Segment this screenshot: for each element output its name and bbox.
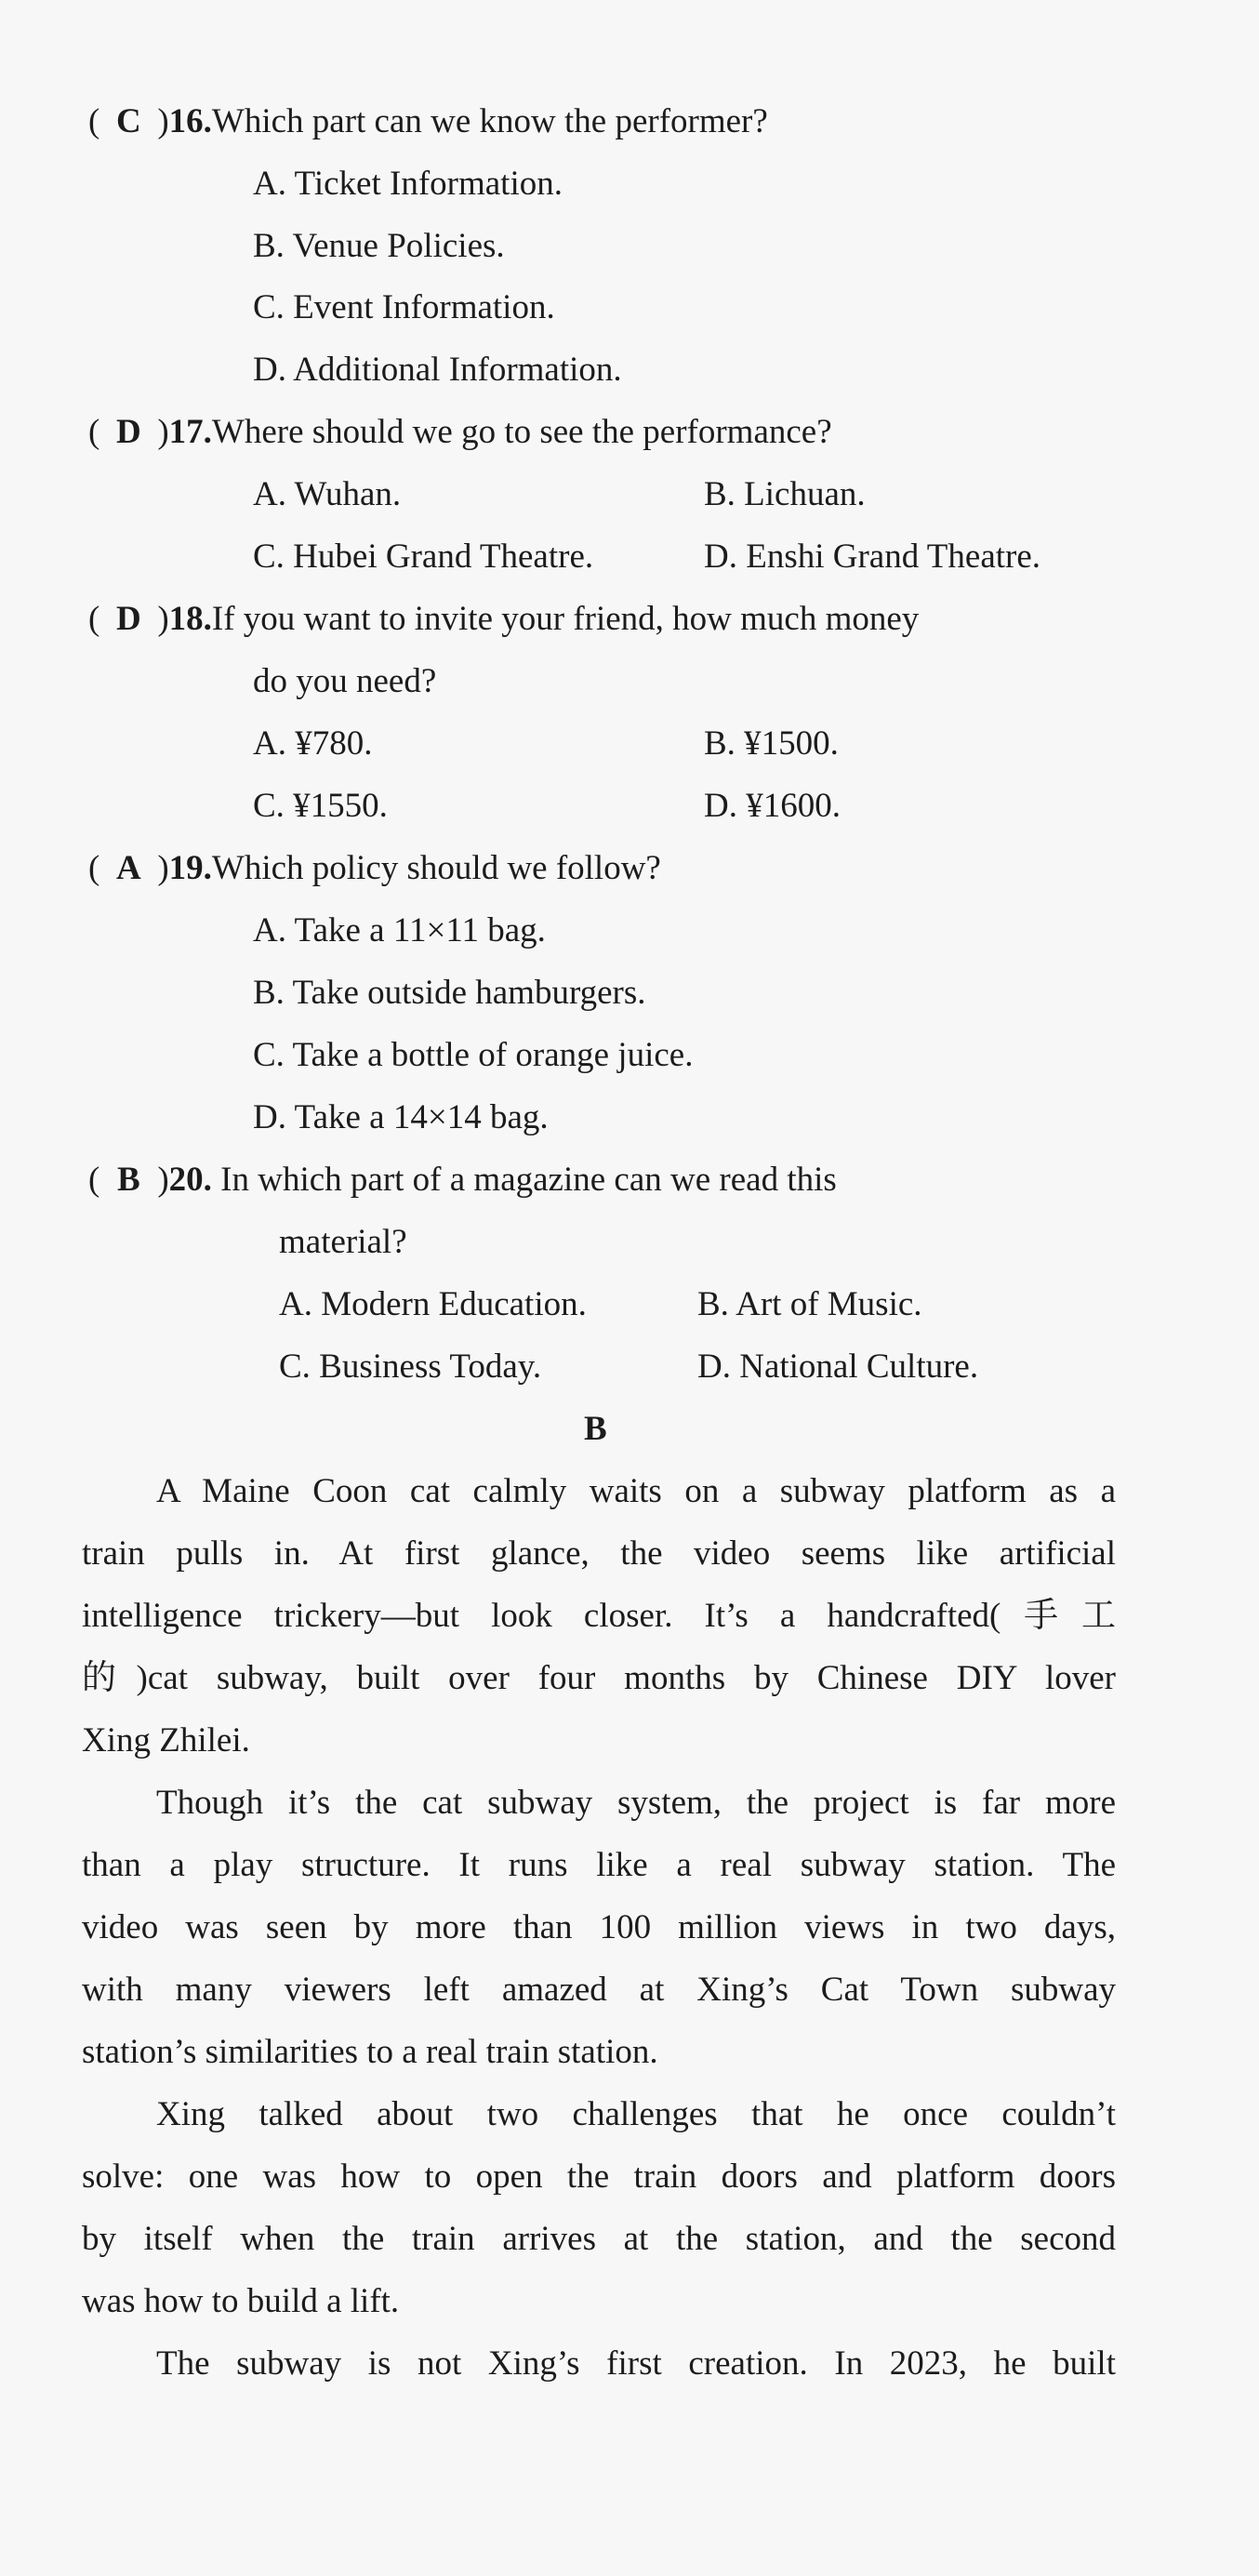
passage-line-2: train pulls in. At first glance, the video seems like artificial xyxy=(82,1534,1116,1573)
option-19-d: D. Take a 14×14 bag. xyxy=(253,1098,549,1136)
question-18-stem: If you want to invite your friend, how much money xyxy=(211,600,920,638)
question-19-header: ( A )19.Which policy should we follow? xyxy=(88,847,661,890)
question-18-header: ( D )18.If you want to invite your friend, how much money xyxy=(88,598,919,641)
passage-line-10: station’s similarities to a real train station. xyxy=(82,2033,658,2071)
answer-17: D xyxy=(115,413,141,451)
passage-line-5: Xing Zhilei. xyxy=(82,1721,250,1759)
option-18-d: D. ¥1600. xyxy=(704,787,841,825)
passage-line-9: with many viewers left amazed at Xing’s Cat Town subway xyxy=(82,1971,1116,2009)
question-17-header: ( D )17.Where should we go to see the performance? xyxy=(88,411,832,454)
passage-line-6: Though it’s the cat subway system, the project is far more xyxy=(156,1784,1116,1822)
passage-line-8: video was seen by more than 100 million views in two days, xyxy=(82,1908,1116,1946)
option-16-a: A. Ticket Information. xyxy=(253,165,563,203)
passage-line-14: was how to build a lift. xyxy=(82,2282,400,2320)
question-16-stem: Which part can we know the performer? xyxy=(211,102,768,140)
answer-20: B xyxy=(116,1161,140,1199)
passage-line-4: 的)cat subway, built over four months by Chinese DIY lover xyxy=(82,1659,1116,1697)
question-20-header: ( B )20. In which part of a magazine can we read this xyxy=(88,1159,837,1202)
option-18-a: A. ¥780. xyxy=(253,724,373,763)
passage-line-12: solve: one was how to open the train doors and platform doors xyxy=(82,2158,1116,2196)
answer-19: A xyxy=(115,849,141,887)
question-16-header: ( C )16.Which part can we know the performer? xyxy=(88,100,768,143)
option-18-c: C. ¥1550. xyxy=(253,787,388,825)
section-heading: B xyxy=(584,1410,607,1448)
passage-line-11: Xing talked about two challenges that he once couldn’t xyxy=(156,2095,1116,2133)
option-20-c: C. Business Today. xyxy=(279,1348,542,1386)
option-16-d: D. Additional Information. xyxy=(253,351,622,389)
option-17-c: C. Hubei Grand Theatre. xyxy=(253,538,594,576)
option-17-b: B. Lichuan. xyxy=(704,475,866,513)
question-20-stem-cont: material? xyxy=(279,1223,407,1261)
option-19-a: A. Take a 11×11 bag. xyxy=(253,911,546,949)
passage-line-1: A Maine Coon cat calmly waits on a subway platform as a xyxy=(156,1472,1116,1510)
question-19-stem: Which policy should we follow? xyxy=(211,849,661,887)
option-20-d: D. National Culture. xyxy=(697,1348,979,1386)
option-18-b: B. ¥1500. xyxy=(704,724,839,763)
option-17-a: A. Wuhan. xyxy=(253,475,402,513)
passage-line-15: The subway is not Xing’s first creation. In 2023, he built xyxy=(156,2344,1116,2383)
option-19-b: B. Take outside hamburgers. xyxy=(253,974,646,1012)
passage-line-3: intelligence trickery—but look closer. It’s a handcrafted(手工 xyxy=(82,1597,1116,1635)
option-16-c: C. Event Information. xyxy=(253,288,555,326)
answer-16: C xyxy=(115,102,141,140)
passage-line-7: than a play structure. It runs like a real subway station. The xyxy=(82,1846,1116,1884)
option-16-b: B. Venue Policies. xyxy=(253,227,505,265)
question-17-stem: Where should we go to see the performance? xyxy=(211,413,832,451)
passage-line-13: by itself when the train arrives at the station, and the second xyxy=(82,2220,1116,2258)
option-17-d: D. Enshi Grand Theatre. xyxy=(704,538,1041,576)
question-18-stem-cont: do you need? xyxy=(253,662,437,700)
option-20-a: A. Modern Education. xyxy=(279,1285,587,1323)
option-20-b: B. Art of Music. xyxy=(697,1285,922,1323)
option-19-c: C. Take a bottle of orange juice. xyxy=(253,1036,694,1074)
answer-18: D xyxy=(115,600,141,638)
question-20-stem: In which part of a magazine can we read this xyxy=(220,1161,837,1199)
